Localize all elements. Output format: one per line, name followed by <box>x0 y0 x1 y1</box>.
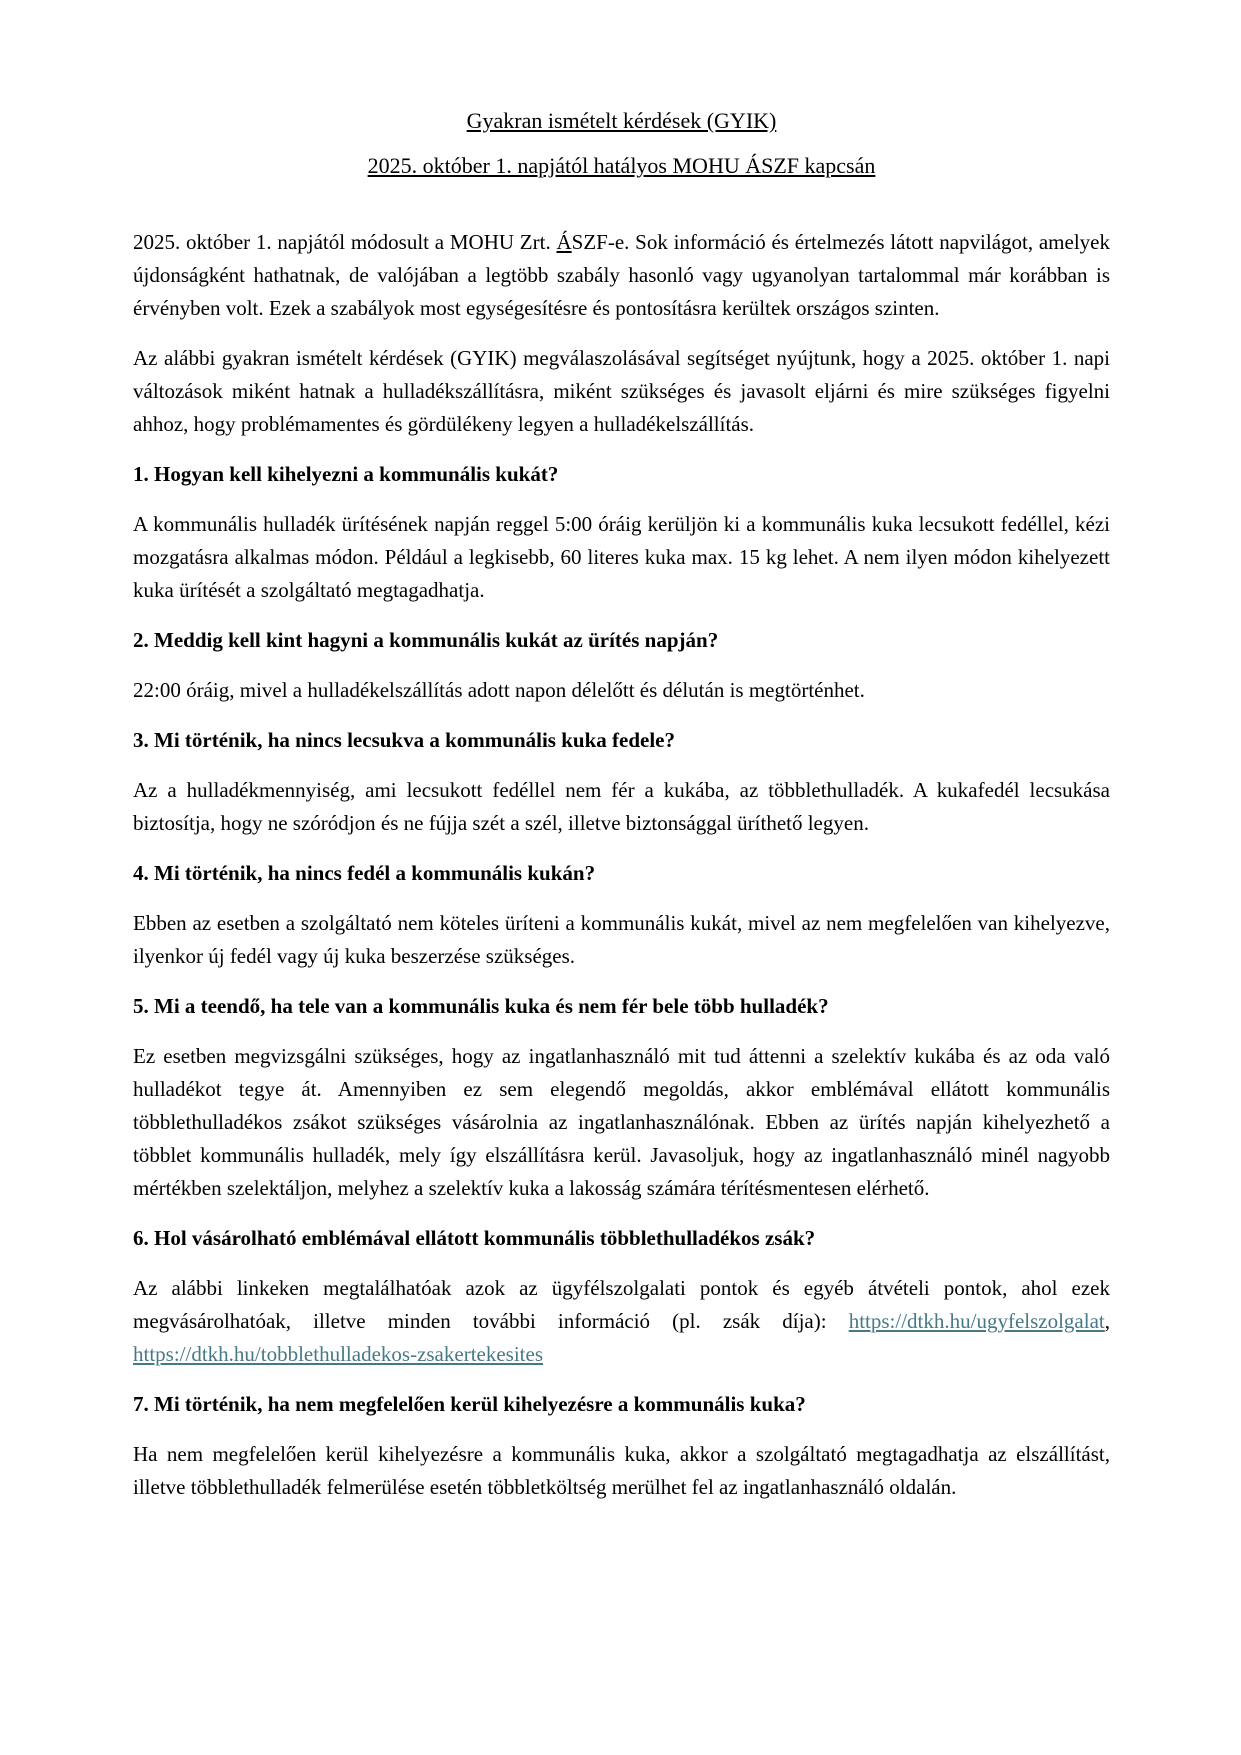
faq-answer-4: Ebben az esetben a szolgáltató nem köteles üríteni a kommunális kukát, mivel az nem megfelelően van kihelyezve, ilyenkor új fedél vagy új kuka beszerzése szükséges. <box>133 911 1110 968</box>
faq-answer-5: Ez esetben megvizsgálni szükséges, hogy az ingatlanhasználó mit tud áttenni a szelektív kukába és az oda való hulladékot tegye át. Amennyiben ez sem elegendő megoldás, akkor emblémával ellátott kommunális többlethulladékos zsákot szükséges vásárolnia az ingatlanhasználónak. Ebben az ürítés napján kihelyezhető a többlet kommunális hulladék, mely így elszállításra kerül. Javasoljuk, hogy az ingatlanhasználó minél nagyobb mértékben szelektáljon, melyhez a szelektív kuka a lakosság számára térítésmentesen elérhető. <box>133 1044 1110 1200</box>
faq-answer-6-separator: , <box>1104 1309 1110 1333</box>
faq-question-7: 7. Mi történik, ha nem megfelelően kerül kihelyezésre a kommunális kuka? <box>133 1392 806 1416</box>
faq-question-2: 2. Meddig kell kint hagyni a kommunális kukát az ürítés napján? <box>133 628 719 652</box>
faq-question-5: 5. Mi a teendő, ha tele van a kommunális kuka és nem fér bele több hulladék? <box>133 994 829 1018</box>
title-line-2: 2025. október 1. napjától hatályos MOHU ÁSZF kapcsán <box>367 153 876 178</box>
faq-answer-6 <box>133 1272 1110 1371</box>
faq-answer-6-text: Az alábbi linkeken megtalálhatóak azok az ügyfélszolgalati pontok és egyéb átvételi pontok, ahol ezek megvásárolhatóak, illetve minden további információ (pl. zsák díja): <box>133 1276 1110 1333</box>
document-title <box>133 98 1110 188</box>
link-ugyfelszolgalat[interactable]: https://dtkh.hu/ugyfelszolgalat <box>848 1309 1105 1333</box>
intro-p1-text-before: 2025. október 1. napjától módosult a MOHU Zrt. <box>133 230 557 254</box>
intro-p1-underlined-letter: Á <box>556 230 572 254</box>
link-zsakertekesites[interactable]: https://dtkh.hu/tobblethulladekos-zsakertekesites <box>133 1342 544 1366</box>
faq-question-1: 1. Hogyan kell kihelyezni a kommunális kukát? <box>133 462 559 486</box>
faq-answer-1: A kommunális hulladék ürítésének napján reggel 5:00 óráig kerüljön ki a kommunális kuka lecsukott fedéllel, kézi mozgatásra alkalmas módon. Például a legkisebb, 60 literes kuka max. 15 kg lehet. A nem ilyen módon kihelyezett kuka ürítését a szolgáltató megtagadhatja. <box>133 512 1110 602</box>
intro-paragraph-2: Az alábbi gyakran ismételt kérdések (GYIK) megválaszolásával segítséget nyújtunk, hogy a 2025. október 1. napi változások miként hatnak a hulladékszállításra, miként szükséges és javasolt eljárni és mire szükséges figyelni ahhoz, hogy problémamentes és gördülékeny legyen a hulladékelszállítás. <box>133 346 1110 436</box>
intro-paragraph-1 <box>133 226 1110 325</box>
title-line-1: Gyakran ismételt kérdések (GYIK) <box>466 108 777 133</box>
faq-answer-3: Az a hulladékmennyiség, ami lecsukott fedéllel nem fér a kukába, az többlethulladék. A kukafedél lecsukása biztosítja, hogy ne szóródjon és ne fújja szét a szél, illetve biztonsággal üríthető legyen. <box>133 778 1110 835</box>
faq-answer-2: 22:00 óráig, mivel a hulladékelszállítás adott napon délelőtt és délután is megtörténhet. <box>133 678 865 702</box>
faq-answer-7: Ha nem megfelelően kerül kihelyezésre a kommunális kuka, akkor a szolgáltató megtagadhatja az elszállítást, illetve többlethulladék felmerülése esetén többletköltség merülhet fel az ingatlanhasználó oldalán. <box>133 1442 1110 1499</box>
intro-p1-text-after: SZF-e. Sok információ és értelmezés látott napvilágot, amelyek újdonságként hathatnak, de valójában a legtöbb szabály hasonló vagy ugyanolyan tartalommal már korábban is érvényben volt. Ezek a szabályok most egységesítésre és pontosításra kerültek országos szinten. <box>133 230 1110 320</box>
faq-question-6: 6. Hol vásárolható emblémával ellátott kommunális többlethulladékos zsák? <box>133 1226 816 1250</box>
faq-question-4: 4. Mi történik, ha nincs fedél a kommunális kukán? <box>133 861 596 885</box>
faq-question-3: 3. Mi történik, ha nincs lecsukva a kommunális kuka fedele? <box>133 728 675 752</box>
